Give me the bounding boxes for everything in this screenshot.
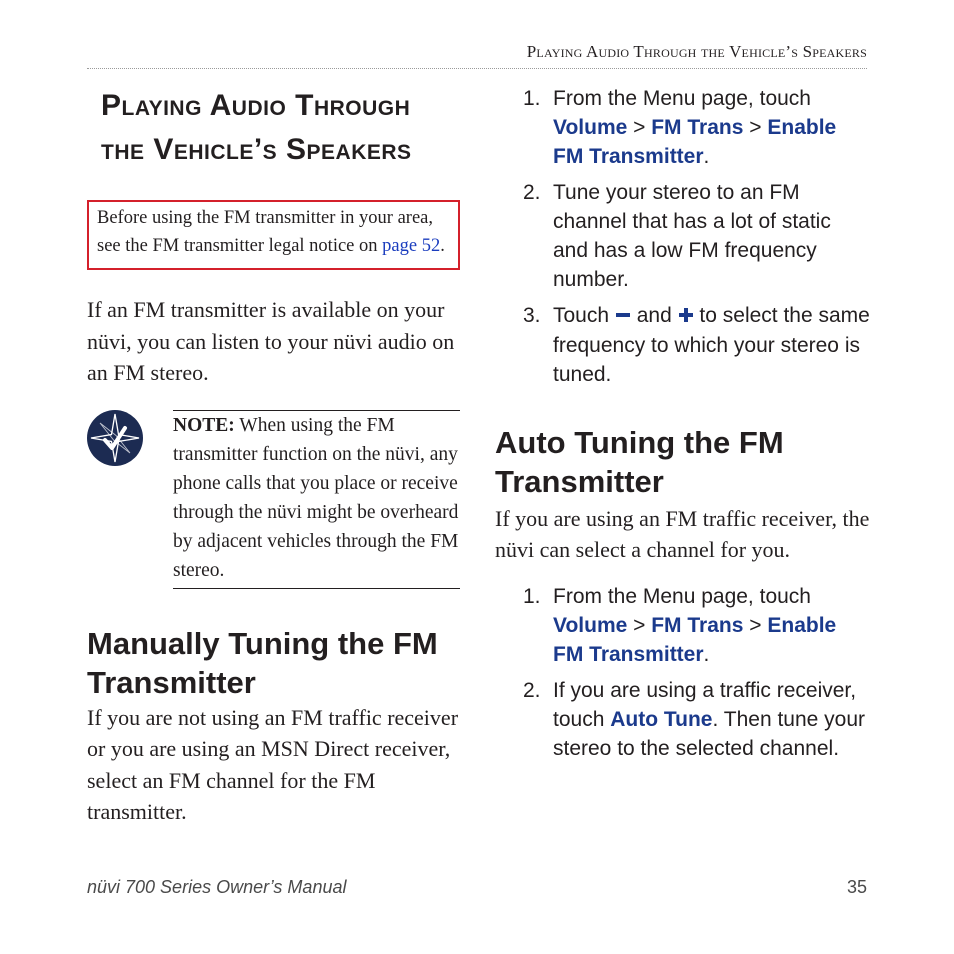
auto-tune-keyword: Auto Tune (610, 707, 713, 731)
step-text-part: From the Menu page, touch (553, 87, 811, 110)
step-number: 1. (523, 87, 541, 110)
manual-tuning-paragraph: If you are not using an FM traffic receiver or you are using an MSN Direct receiver, select an FM channel for the FM transmitter. (87, 704, 459, 824)
step-number: 2. (523, 678, 541, 702)
enable-fm-keyword: Enable FM Transmitter (553, 613, 837, 666)
running-header-title: Playing Audio Through the Vehicle’s Speakers (526, 42, 867, 61)
separator: > (743, 116, 768, 139)
list-item (495, 84, 870, 171)
step-number: 2. (523, 181, 541, 204)
list-item (495, 676, 870, 763)
warning-box (87, 200, 460, 270)
step-text-part: If you are using a traffic receiver, touch (553, 678, 857, 731)
page-title-line-1: Playing Audio Through (101, 89, 411, 122)
step-text (553, 301, 870, 389)
step-end: . (703, 642, 710, 666)
minus-icon (615, 302, 631, 331)
intro-paragraph: If an FM transmitter is available on your nüvi, you can listen to your nüvi audio on an FM stereo. (87, 297, 455, 385)
page-title (87, 84, 460, 172)
step-number: 3. (523, 304, 541, 327)
step-text-part: . Then tune your stereo to the selected channel. (553, 707, 866, 760)
step-text-part: From the Menu page, touch (553, 584, 811, 608)
step-text (553, 84, 870, 171)
page-title-line-2: the Vehicle’s Speakers (101, 133, 412, 166)
step-number: 1. (523, 584, 541, 608)
step-text-part: to select the same frequency to which your stereo is tuned. (553, 304, 870, 386)
manual-title: nüvi 700 Series Owner’s Manual (87, 877, 347, 897)
compass-check-icon (87, 410, 143, 466)
auto-tuning-heading: Auto Tuning the FM Transmitter (495, 424, 784, 499)
enable-fm-keyword: Enable FM Transmitter (553, 116, 837, 168)
fm-trans-keyword: FM Trans (651, 116, 744, 139)
volume-keyword: Volume (553, 613, 628, 637)
right-column (495, 84, 870, 763)
manual-tuning-heading: Manually Tuning the FM Transmitter (87, 625, 438, 700)
step-text-part: Touch (553, 304, 615, 327)
running-header (87, 42, 867, 69)
step-text (553, 582, 870, 669)
separator: > (743, 613, 768, 637)
step-text: Tune your stereo to an FM channel that has a lot of static and has a low FM frequency number. (553, 181, 831, 291)
fm-trans-keyword: FM Trans (651, 613, 744, 637)
step-text (553, 676, 870, 763)
list-item (495, 178, 870, 294)
note-text (173, 410, 460, 589)
list-item (495, 582, 870, 669)
step-text-part: and (630, 304, 678, 327)
step-end: . (703, 145, 710, 168)
page-link[interactable]: page 52 (382, 236, 441, 256)
left-column (87, 84, 460, 828)
separator: > (627, 116, 652, 139)
list-item (495, 301, 870, 389)
note-label: NOTE: (173, 414, 235, 436)
page-footer (87, 877, 867, 898)
warning-text: Before using the FM transmitter in your area, see the FM transmitter legal notice on (97, 208, 433, 256)
manual-steps-list (495, 84, 870, 389)
auto-steps-list (495, 582, 870, 763)
volume-keyword: Volume (553, 116, 628, 139)
warning-end: . (440, 236, 445, 256)
note-block (87, 410, 460, 586)
auto-tuning-paragraph: If you are using an FM traffic receiver, the nüvi can select a channel for you. (495, 505, 870, 563)
note-body: When using the FM transmitter function on the nüvi, any phone calls that you place or receive through the nüvi might be overheard by adjacent vehicles through the FM stereo. (173, 414, 459, 581)
plus-icon (678, 302, 694, 331)
separator: > (627, 613, 652, 637)
page-number: 35 (846, 877, 867, 897)
